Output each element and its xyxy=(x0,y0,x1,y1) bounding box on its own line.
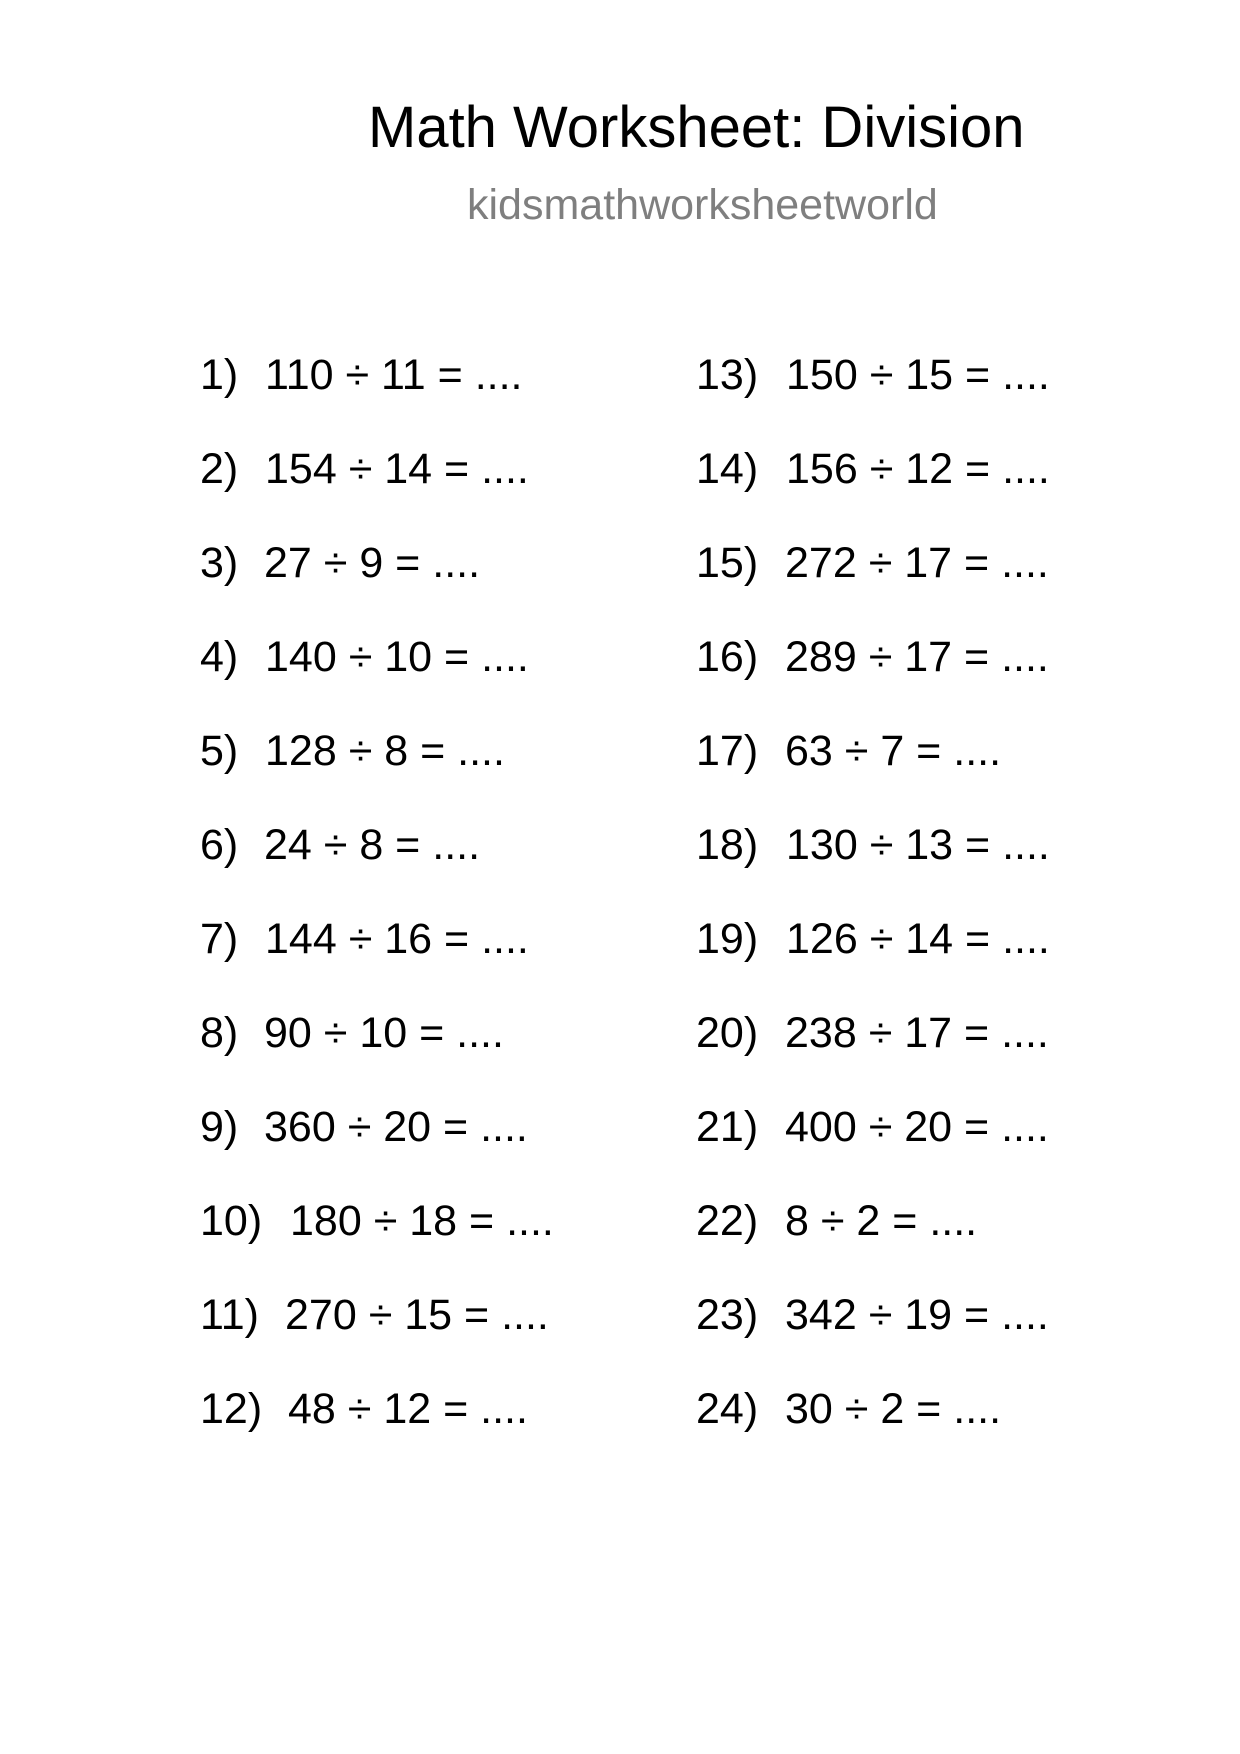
problem-3 xyxy=(200,538,480,588)
problem-number: 24) xyxy=(696,1385,759,1433)
problem-number: 2) xyxy=(200,445,239,493)
problem-expression: 156 ÷ 12 = .... xyxy=(786,445,1050,493)
problem-number: 10) xyxy=(200,1197,263,1245)
problem-11 xyxy=(200,1290,549,1340)
problem-expression: 8 ÷ 2 = .... xyxy=(785,1197,978,1245)
problem-expression: 48 ÷ 12 = .... xyxy=(288,1385,528,1433)
problem-expression: 140 ÷ 10 = .... xyxy=(265,633,529,681)
problem-2 xyxy=(200,444,529,494)
problem-number: 23) xyxy=(696,1291,759,1339)
problem-expression: 144 ÷ 16 = .... xyxy=(265,915,529,963)
problem-expression: 238 ÷ 17 = .... xyxy=(785,1009,1049,1057)
problem-number: 21) xyxy=(696,1103,759,1151)
problem-number: 19) xyxy=(696,915,759,963)
problem-15 xyxy=(696,538,1049,588)
problem-expression: 272 ÷ 17 = .... xyxy=(785,539,1049,587)
problem-number: 20) xyxy=(696,1009,759,1057)
problem-number: 18) xyxy=(696,821,759,869)
problem-number: 4) xyxy=(200,633,239,681)
problem-expression: 342 ÷ 19 = .... xyxy=(785,1291,1049,1339)
problem-10 xyxy=(200,1196,554,1246)
problem-number: 7) xyxy=(200,915,239,963)
page-title: Math Worksheet: Division xyxy=(368,95,1025,160)
problem-expression: 24 ÷ 8 = .... xyxy=(264,821,481,869)
problem-expression: 27 ÷ 9 = .... xyxy=(264,539,481,587)
problem-expression: 30 ÷ 2 = .... xyxy=(785,1385,1002,1433)
problem-4 xyxy=(200,632,529,682)
problem-expression: 400 ÷ 20 = .... xyxy=(785,1103,1049,1151)
problem-17 xyxy=(696,726,1001,776)
problem-22 xyxy=(696,1196,977,1246)
problem-number: 11) xyxy=(200,1291,259,1339)
problem-13 xyxy=(696,350,1050,400)
problem-24 xyxy=(696,1384,1001,1434)
problem-number: 8) xyxy=(200,1009,239,1057)
problem-expression: 63 ÷ 7 = .... xyxy=(785,727,1002,775)
problem-number: 1) xyxy=(200,351,239,399)
problem-number: 22) xyxy=(696,1197,759,1245)
problem-6 xyxy=(200,820,480,870)
problem-9 xyxy=(200,1102,528,1152)
problem-20 xyxy=(696,1008,1049,1058)
problem-number: 16) xyxy=(696,633,759,681)
problem-number: 3) xyxy=(200,539,239,587)
site-name: kidsmathworksheetworld xyxy=(467,181,938,229)
problem-7 xyxy=(200,914,529,964)
problem-number: 17) xyxy=(696,727,759,775)
problem-1 xyxy=(200,350,522,400)
problem-5 xyxy=(200,726,505,776)
problem-number: 5) xyxy=(200,727,239,775)
problem-expression: 128 ÷ 8 = .... xyxy=(265,727,505,775)
problem-expression: 90 ÷ 10 = .... xyxy=(264,1009,504,1057)
problem-expression: 126 ÷ 14 = .... xyxy=(786,915,1050,963)
problem-14 xyxy=(696,444,1050,494)
problem-expression: 360 ÷ 20 = .... xyxy=(264,1103,528,1151)
problem-expression: 110 ÷ 11 = .... xyxy=(265,351,523,399)
problem-number: 12) xyxy=(200,1385,263,1433)
problem-expression: 130 ÷ 13 = .... xyxy=(786,821,1050,869)
problem-expression: 150 ÷ 15 = .... xyxy=(786,351,1050,399)
problem-expression: 289 ÷ 17 = .... xyxy=(785,633,1049,681)
problem-18 xyxy=(696,820,1050,870)
problem-16 xyxy=(696,632,1049,682)
problem-expression: 180 ÷ 18 = .... xyxy=(290,1197,554,1245)
problem-8 xyxy=(200,1008,504,1058)
problem-expression: 154 ÷ 14 = .... xyxy=(265,445,529,493)
problem-23 xyxy=(696,1290,1049,1340)
problem-number: 13) xyxy=(696,351,759,399)
problem-expression: 270 ÷ 15 = .... xyxy=(285,1291,549,1339)
problem-number: 14) xyxy=(696,445,759,493)
problem-12 xyxy=(200,1384,528,1434)
problem-19 xyxy=(696,914,1050,964)
problem-number: 9) xyxy=(200,1103,239,1151)
problem-number: 15) xyxy=(696,539,759,587)
problem-21 xyxy=(696,1102,1049,1152)
problem-number: 6) xyxy=(200,821,239,869)
